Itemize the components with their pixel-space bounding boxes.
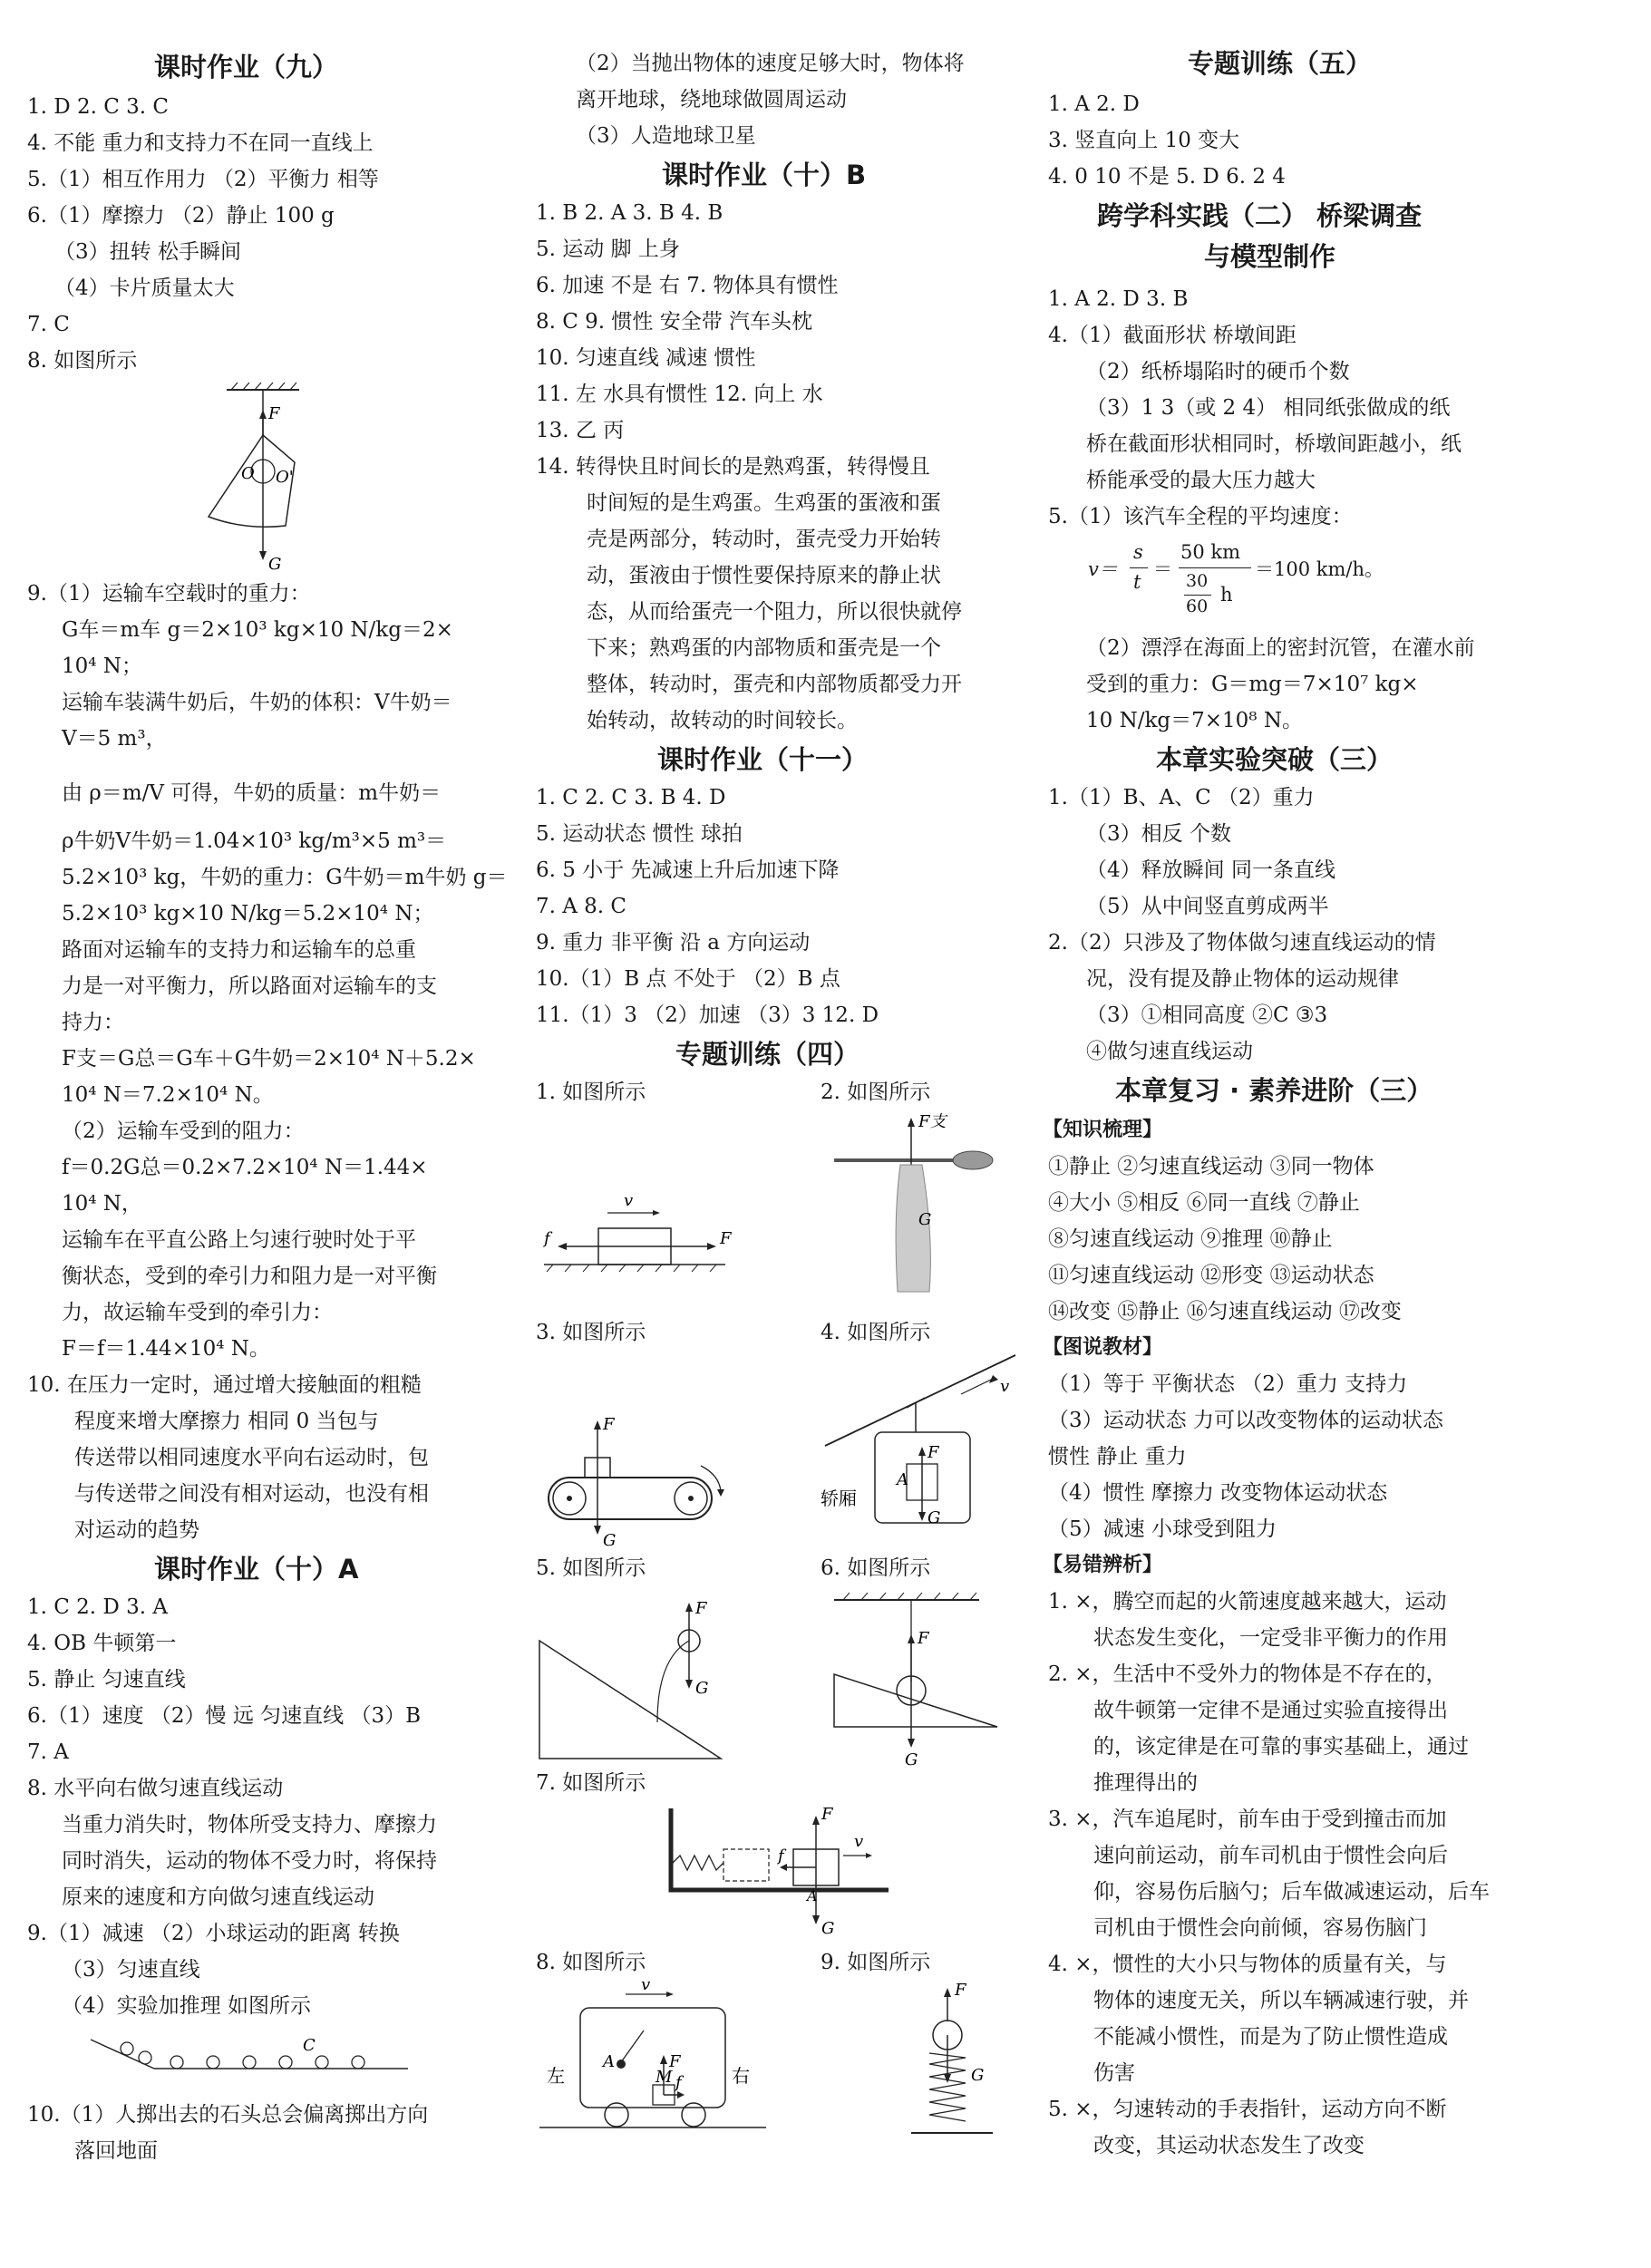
- answer-line: 10⁴ N，: [62, 1192, 142, 1216]
- answer-line: ρ牛奶V牛奶＝1.04×10³ kg/m³×5 m³＝: [62, 829, 447, 853]
- answer-line: 6.（1）摩擦力 （2）静止 100 g: [27, 204, 335, 228]
- answer-line: 伤害: [1093, 2061, 1135, 2085]
- figure-spring-block: [662, 1799, 898, 1938]
- svg-text:F支: F支: [918, 1112, 947, 1131]
- answer-line: 运输车装满牛奶后，牛奶的体积：V牛奶＝: [62, 691, 452, 714]
- answer-line: 6. 加速 不是 右 7. 物体具有惯性: [536, 274, 839, 297]
- answer-line: 5.2×10³ kg，牛奶的重力：G牛奶＝m牛奶 g＝: [62, 866, 508, 889]
- answer-line: 运输车在平直公路上匀速行驶时处于平: [62, 1228, 416, 1252]
- answer-line: 原来的速度和方向做匀速直线运动: [62, 1885, 374, 1909]
- answer-line: 6. 5 小于 先减速上升后加速下降: [536, 858, 840, 882]
- answer-line: 推理得出的: [1093, 1771, 1198, 1795]
- svg-text:G: G: [918, 1210, 932, 1229]
- answer-line: 1. ×，腾空而起的火箭速度越来越大，运动: [1048, 1590, 1447, 1614]
- answer-line: 14. 转得快且时间长的是熟鸡蛋，转得慢且: [536, 455, 930, 479]
- answer-line: 10.（1）人掷出去的石头总会偏离掷出方向: [27, 2103, 429, 2127]
- svg-text:G: G: [971, 2066, 985, 2085]
- answer-line: 5.（1）该汽车全程的平均速度：: [1048, 505, 1353, 528]
- heading-homework-11: 课时作业（十一）: [657, 744, 869, 775]
- answer-line: 10⁴ N＝7.2×10⁴ N。: [62, 1083, 274, 1107]
- figure-hanging-ball: [825, 1591, 1006, 1772]
- answer-line: 11. 左 水具有惯性 12. 向上 水: [536, 383, 823, 406]
- point-label-C: C: [303, 2036, 316, 2055]
- svg-text:轿厢: 轿厢: [821, 1488, 857, 1509]
- point-label-O2: O': [276, 468, 294, 487]
- svg-text:G: G: [927, 1508, 941, 1527]
- svg-text:F: F: [695, 1599, 707, 1618]
- answer-line: f＝0.2G总＝0.2×7.2×10⁴ N＝1.44×: [62, 1156, 428, 1179]
- answer-line: 1. B 2. A 3. B 4. B: [536, 201, 724, 225]
- answer-line: 速向前运动，前车司机由于惯性会向后: [1093, 1844, 1448, 1867]
- answer-line: ①静止 ②匀速直线运动 ③同一物体: [1048, 1155, 1374, 1178]
- answer-line: 1. A 2. D: [1048, 92, 1140, 116]
- answer-line: 5. 静止 匀速直线: [27, 1668, 186, 1691]
- answer-line: 5.2×10³ kg×10 N/kg＝5.2×10⁴ N；: [62, 902, 434, 926]
- answer-line: 7. A: [27, 1740, 69, 1764]
- figure-caption: 3. 如图所示: [536, 1321, 646, 1344]
- answer-line: 始转动，故转动的时间较长。: [587, 709, 858, 732]
- figure-ball-launch: [539, 1595, 739, 1768]
- point-label-O: O: [241, 464, 255, 483]
- answer-line: 传送带以相同速度水平向右运动时，包: [74, 1446, 429, 1469]
- heading-chapter-review: 本章复习 · 素养进阶（三）: [1115, 1075, 1433, 1106]
- answer-line: ⑪匀速直线运动 ⑫形变 ⑬运动状态: [1048, 1264, 1374, 1287]
- answer-line: 5. ×，匀速转动的手表指针，运动方向不断: [1048, 2098, 1447, 2121]
- section-tag-errors: 【易错辨析】: [1043, 1554, 1163, 1576]
- answer-line: 路面对运输车的支持力和运输车的总重: [62, 938, 416, 962]
- answer-line: 况，没有提及静止物体的运动规律: [1086, 967, 1399, 991]
- answer-line: 故牛顿第一定律不是通过实验直接得出: [1093, 1699, 1448, 1722]
- answer-line: 对运动的趋势: [74, 1518, 199, 1542]
- svg-text:M: M: [656, 2068, 673, 2087]
- answer-line: 8. 如图所示: [27, 349, 138, 373]
- answer-line: 受到的重力：G＝mg＝7×10⁷ kg×: [1086, 673, 1419, 696]
- figure-box-friction: [544, 1187, 743, 1287]
- answer-line: 的，该定律是在可靠的事实基础上，通过: [1093, 1735, 1469, 1759]
- answer-line: 惯性 静止 重力: [1048, 1445, 1187, 1468]
- figure-caption: 8. 如图所示: [536, 1951, 646, 1974]
- answer-line: 8. 水平向右做匀速直线运动: [27, 1777, 284, 1800]
- figure-caption: 1. 如图所示: [536, 1081, 646, 1104]
- answer-line: 4. ×，惯性的大小只与物体的质量有关，与: [1048, 1953, 1447, 1976]
- answer-line: 同时消失，运动的物体不受力时，将保持: [62, 1849, 437, 1873]
- answer-line: （4）实验加推理 如图所示: [62, 1994, 311, 2018]
- svg-text:G: G: [905, 1750, 918, 1769]
- heading-homework-9: 课时作业（九）: [154, 52, 339, 82]
- answer-line: 改变，其运动状态发生了改变: [1093, 2134, 1365, 2157]
- svg-text:F: F: [918, 1629, 929, 1648]
- heading-homework-10a: 课时作业（十）A: [154, 1554, 359, 1585]
- answer-line: 态，从而给蛋壳一个阻力，所以很快就停: [587, 600, 962, 624]
- svg-text:f: f: [675, 2073, 682, 2092]
- answer-line: V＝5 m³，: [62, 727, 167, 751]
- answer-line: （3）相反 个数: [1086, 822, 1231, 846]
- answer-line: 5. 运动 脚 上身: [536, 237, 680, 261]
- answer-line: 力是一对平衡力，所以路面对运输车的支: [62, 974, 437, 998]
- answer-line: F＝f＝1.44×10⁴ N。: [62, 1337, 270, 1361]
- svg-text:A: A: [807, 1887, 818, 1905]
- answer-line: 状态发生变化，一定受非平衡力的作用: [1093, 1626, 1448, 1650]
- svg-text:v: v: [641, 1975, 651, 1994]
- answer-line: F支＝G总＝G车＋G牛奶＝2×10⁴ N＋5.2×: [62, 1047, 476, 1071]
- svg-text:F: F: [927, 1443, 939, 1462]
- svg-text:G: G: [603, 1531, 617, 1550]
- answer-line: 落回地面: [74, 2139, 158, 2163]
- force-label-G: G: [268, 555, 282, 574]
- answer-line: 桥在截面形状相同时，桥墩间距越小，纸: [1086, 432, 1462, 456]
- answer-line: （3）①相同高度 ②C ③3: [1086, 1003, 1328, 1027]
- answer-line: 4. OB 牛顿第一: [27, 1632, 177, 1655]
- figure-cart-pendulum: [539, 1975, 766, 2139]
- svg-text:v: v: [854, 1832, 864, 1851]
- section-tag-knowledge: 【知识梳理】: [1043, 1119, 1163, 1141]
- figure-caption: 7. 如图所示: [536, 1771, 646, 1795]
- svg-text:v: v: [624, 1191, 634, 1210]
- answer-line: 时间短的是生鸡蛋。生鸡蛋的蛋液和蛋: [587, 491, 941, 515]
- answer-line: 6.（1）速度 （2）慢 远 匀速直线 （3）B: [27, 1704, 421, 1728]
- svg-text:F: F: [603, 1415, 615, 1434]
- answer-line: （3）扭转 松手瞬间: [54, 240, 241, 264]
- figure-caption: 2. 如图所示: [821, 1081, 931, 1104]
- answer-line: 3. ×，汽车追尾时，前车由于受到撞击而加: [1048, 1808, 1447, 1831]
- answer-line: 2. ×，生活中不受外力的物体是不存在的，: [1048, 1662, 1447, 1686]
- answer-line: 1. C 2. D 3. A: [27, 1595, 169, 1619]
- section-tag-textbook: 【图说教材】: [1043, 1336, 1163, 1359]
- answer-line: 9. 重力 非平衡 沿 a 方向运动: [536, 931, 811, 955]
- answer-line: 当重力消失时，物体所受支持力、摩擦力: [62, 1813, 437, 1837]
- answer-line: （2）运输车受到的阻力：: [62, 1119, 305, 1143]
- force-label-F: F: [268, 404, 280, 423]
- figure-caption: 4. 如图所示: [821, 1321, 931, 1344]
- answer-line: 7. A 8. C: [536, 895, 627, 918]
- svg-text:A: A: [897, 1470, 908, 1489]
- answer-line: G车＝m车 g＝2×10³ kg×10 N/kg＝2×: [62, 618, 453, 642]
- answer-line: 4.（1）截面形状 桥墩间距: [1048, 324, 1297, 347]
- answer-line: 力，故运输车受到的牵引力：: [62, 1301, 333, 1324]
- answer-line: （2）漂浮在海面上的密封沉管，在灌水前: [1086, 636, 1475, 660]
- answer-line: （3）人造地球卫星: [576, 124, 756, 148]
- answer-line: 持力：: [62, 1011, 124, 1034]
- answer-line: 由 ρ＝m/V 可得，牛奶的质量：m牛奶＝: [62, 781, 442, 805]
- answer-line: 下来；熟鸡蛋的内部物质和蛋壳是一个: [587, 636, 941, 660]
- answer-line: 9.（1）运输车空载时的重力：: [27, 582, 311, 606]
- heading-interdisciplinary: 跨学科实践（二） 桥梁调查: [1097, 200, 1423, 231]
- answer-line: （4）释放瞬间 同一条直线: [1086, 858, 1335, 882]
- answer-line: 10.（1）B 点 不处于 （2）B 点: [536, 967, 840, 991]
- answer-line: 1.（1）B、A、C （2）重力: [1048, 786, 1315, 809]
- answer-line: （5）减速 小球受到阻力: [1048, 1517, 1277, 1541]
- answer-line: 司机由于惯性会向前倾，容易伤脑门: [1093, 1916, 1427, 1940]
- answer-line: 衡状态，受到的牵引力和阻力是一对平衡: [62, 1265, 437, 1288]
- figure-ball-spring: [902, 1981, 1011, 2153]
- figure-hanging-board: [190, 381, 372, 580]
- answer-line: 整体，转动时，蛋壳和内部物质都受力开: [587, 673, 962, 696]
- svg-text:F: F: [955, 1981, 966, 2000]
- figure-rolling-ball: [91, 2031, 417, 2085]
- answer-line: 5.（1）相互作用力 （2）平衡力 相等: [27, 168, 379, 191]
- heading-interdisciplinary-2: 与模型制作: [1204, 241, 1336, 272]
- answer-line: 13. 乙 丙: [536, 419, 625, 442]
- answer-line: 1. D 2. C 3. C: [27, 95, 170, 119]
- answer-line: （5）从中间竖直剪成两半: [1086, 895, 1329, 918]
- svg-text:A: A: [603, 2052, 615, 2071]
- svg-text:f: f: [778, 1846, 784, 1866]
- answer-line: 10. 在压力一定时，通过增大接触面的粗糙: [27, 1373, 422, 1397]
- figure-cable-car: [821, 1351, 1020, 1546]
- answer-line: （1）等于 平衡状态 （2）重力 支持力: [1048, 1372, 1408, 1396]
- heading-special-training-5: 专题训练（五）: [1188, 48, 1373, 79]
- figure-caption: 6. 如图所示: [821, 1556, 931, 1580]
- figure-conveyor-belt: [539, 1410, 739, 1550]
- answer-line: 仰，容易伤后脑勺；后车做减速运动，后车: [1093, 1880, 1490, 1904]
- answer-line: （4）卡片质量太大: [54, 276, 235, 300]
- answer-line: ⑭改变 ⑮静止 ⑯匀速直线运动 ⑰改变: [1048, 1300, 1402, 1323]
- answer-line: 壳是两部分，转动时，蛋壳受力开始转: [587, 528, 941, 551]
- answer-line: （3）1 3（或 2 4） 相同纸张做成的纸: [1086, 396, 1451, 420]
- figure-caption: 9. 如图所示: [821, 1951, 931, 1974]
- answer-line: 不能减小惯性，而是为了防止惯性造成: [1093, 2025, 1448, 2049]
- answer-line: 动，蛋液由于惯性要保持原来的静止状: [587, 564, 941, 587]
- answer-line: 10. 匀速直线 减速 惯性: [536, 346, 756, 370]
- svg-text:左: 左: [547, 2065, 565, 2087]
- answer-line: 离开地球，绕地球做圆周运动: [576, 88, 847, 111]
- svg-text:右: 右: [732, 2065, 750, 2087]
- answer-line: （4）惯性 摩擦力 改变物体运动状态: [1048, 1481, 1388, 1505]
- svg-text:F: F: [821, 1805, 833, 1824]
- answer-line: 1. A 2. D 3. B: [1048, 287, 1189, 311]
- heading-chapter-experiment: 本章实验突破（三）: [1156, 744, 1394, 775]
- answer-line: 5. 运动状态 惯性 球拍: [536, 822, 743, 846]
- answer-line: 与传送带之间没有相对运动，也没有相: [74, 1482, 429, 1506]
- answer-line: 11.（1）3 （2）加速 （3）3 12. D: [536, 1003, 879, 1027]
- answer-line: 桥能承受的最大压力越大: [1086, 469, 1316, 492]
- svg-text:v: v: [1000, 1377, 1010, 1396]
- answer-line: 9.（1）减速 （2）小球运动的距离 转换: [27, 1922, 400, 1945]
- svg-text:f: f: [544, 1229, 550, 1248]
- answer-line: 8. C 9. 惯性 安全带 汽车头枕: [536, 310, 813, 334]
- answer-line: 物体的速度无关，所以车辆减速行驶，并: [1093, 1989, 1469, 2012]
- heading-special-training-4: 专题训练（四）: [675, 1039, 860, 1070]
- answer-line: ④做匀速直线运动: [1086, 1040, 1253, 1063]
- answer-line: 1. C 2. C 3. B 4. D: [536, 786, 726, 809]
- answer-line: 4. 0 10 不是 5. D 6. 2 4: [1048, 165, 1286, 189]
- figure-caption: 5. 如图所示: [536, 1556, 646, 1580]
- svg-text:F: F: [669, 2052, 681, 2071]
- answer-line: （3）运动状态 力可以改变物体的运动状态: [1048, 1409, 1443, 1432]
- answer-line: 3. 竖直向上 10 变大: [1048, 129, 1240, 152]
- answer-line: 7. C: [27, 313, 70, 336]
- answer-line: 10 N/kg＝7×10⁸ N。: [1086, 709, 1303, 732]
- answer-line: （2）纸桥塌陷时的硬币个数: [1086, 360, 1350, 383]
- heading-homework-10b: 课时作业（十）B: [662, 160, 867, 190]
- svg-text:G: G: [695, 1679, 709, 1698]
- answer-line: （2）当抛出物体的速度足够大时，物体将: [576, 52, 965, 75]
- answer-line: ⑧匀速直线运动 ⑨推理 ⑩静止: [1048, 1227, 1333, 1251]
- answer-line: 10⁴ N；: [62, 654, 142, 678]
- answer-line: （3）匀速直线: [62, 1958, 200, 1982]
- answer-line: 程度来增大摩擦力 相同 0 当包与: [74, 1410, 379, 1433]
- answer-line: 2.（2）只涉及了物体做匀速直线运动的情: [1048, 931, 1436, 955]
- answer-line: 4. 不能 重力和支持力不在同一直线上: [27, 131, 374, 155]
- answer-line: ④大小 ⑤相反 ⑥同一直线 ⑦静止: [1048, 1191, 1360, 1215]
- svg-text:G: G: [821, 1919, 835, 1938]
- svg-text:F: F: [720, 1229, 732, 1248]
- figure-spoon-balance: [830, 1110, 1011, 1310]
